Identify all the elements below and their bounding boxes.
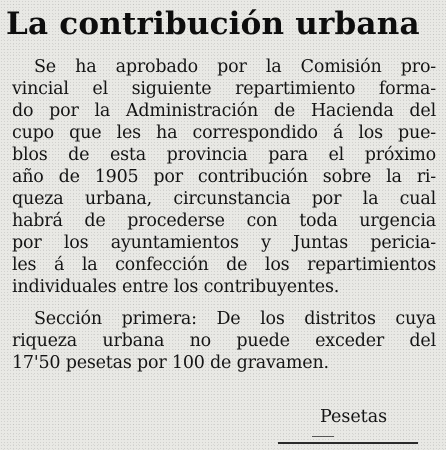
article-headline: La contribución urbana	[6, 6, 420, 42]
paragraph-1-line-1: Se ha aprobado por la Comisión pro-	[34, 57, 436, 77]
paragraph-1-line-11: individuales entre los contribuyentes.	[12, 277, 340, 297]
paragraph-1-line-8: habrá de procederse con toda urgencia	[12, 211, 436, 231]
paragraph-1-line-4: cupo que les ha correspondido á los pue-	[12, 123, 436, 143]
paragraph-1-line-9: por los ayuntamientos y Juntas pericia-	[12, 233, 436, 253]
paragraph-1-line-5: blos de esta provincia para el próximo	[12, 145, 436, 165]
paragraph-2-line-2: riqueza urbana no puede exceder del	[12, 331, 436, 351]
paragraph-1-line-3: do por la Administración de Hacienda del	[12, 101, 436, 121]
paragraph-1-line-2: vincial el siguiente repartimiento forma-	[12, 79, 436, 99]
column-divider-rule	[278, 442, 418, 444]
paragraph-1-line-6: año de 1905 por contribución sobre la ri-	[12, 167, 436, 187]
column-divider-mark	[312, 436, 334, 437]
paragraph-2-line-1: Sección primera: De los distritos cuya	[34, 309, 436, 329]
paragraph-1-line-7: queza urbana, circunstancia por la cual	[12, 189, 436, 209]
pesetas-column-header: Pesetas	[320, 407, 388, 427]
paragraph-2-line-3: 17'50 pesetas por 100 de gravamen.	[12, 353, 329, 373]
paragraph-1-line-10: les á la confección de los repartimientos	[12, 255, 436, 275]
